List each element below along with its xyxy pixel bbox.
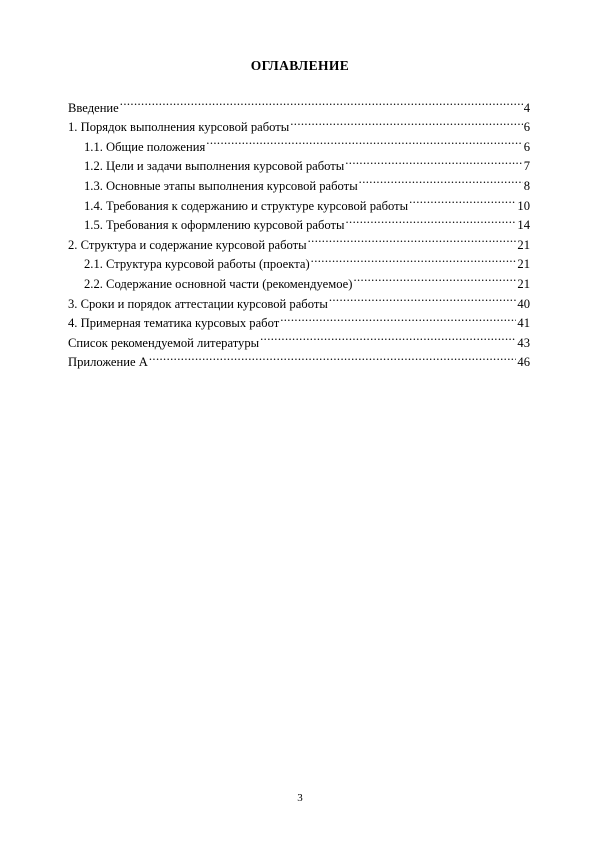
toc-entry-text: 4. Примерная тематика курсовых работ <box>68 316 280 331</box>
toc-entry-text: 1.1. Общие положения <box>84 139 206 154</box>
toc-entry-page: 14 <box>517 218 530 233</box>
dot-leader <box>409 190 516 210</box>
toc-entry-text: 1.4. Требования к содержанию и структуре курсовой работы <box>84 198 409 213</box>
toc-entry-page: 21 <box>517 237 530 252</box>
toc-entry-references[interactable] <box>68 327 530 350</box>
toc-entry-page: 8 <box>523 178 530 193</box>
toc-entry-text: 2. Структура и содержание курсовой работы <box>68 237 307 252</box>
dot-leader <box>353 268 516 288</box>
toc-entry-section-1-1[interactable] <box>84 131 530 154</box>
toc-entry-section-1-2[interactable] <box>84 151 530 174</box>
toc-entry-text: 2.2. Содержание основной части (рекомендуемое) <box>84 276 353 291</box>
dot-leader <box>345 151 522 171</box>
dot-leader <box>206 131 522 151</box>
toc-entry-section-1-4[interactable] <box>84 190 530 213</box>
toc-entry-page: 7 <box>523 159 530 174</box>
toc-entry-page: 10 <box>517 198 530 213</box>
dot-leader <box>120 92 523 112</box>
dot-leader <box>149 347 517 367</box>
toc-entry-section-2[interactable] <box>68 229 530 252</box>
toc-entry-text: Приложение А <box>68 355 148 370</box>
toc-entry-page: 41 <box>517 316 530 331</box>
toc-entry-section-3[interactable] <box>68 288 530 311</box>
toc-entry-section-1-3[interactable] <box>84 170 530 193</box>
dot-leader <box>346 210 517 230</box>
page-number: 3 <box>297 792 303 804</box>
toc-entry-page: 21 <box>517 276 530 291</box>
toc-entry-section-2-2[interactable] <box>84 268 530 291</box>
toc-entry-section-1-5[interactable] <box>84 210 530 233</box>
toc-entry-section-1[interactable] <box>68 112 530 135</box>
toc-entry-page: 43 <box>517 335 530 350</box>
dot-leader <box>260 327 516 347</box>
toc-entry-text: 1.3. Основные этапы выполнения курсовой работы <box>84 178 358 193</box>
dot-leader <box>311 249 517 269</box>
toc-entry-section-4[interactable] <box>68 308 530 331</box>
toc-entry-page: 40 <box>517 296 530 311</box>
toc-entry-section-2-1[interactable] <box>84 249 530 272</box>
toc-entry-text: 1.2. Цели и задачи выполнения курсовой работы <box>84 159 345 174</box>
toc-entry-text: 1. Порядок выполнения курсовой работы <box>68 120 290 135</box>
dot-leader <box>359 170 523 190</box>
toc-entry-page: 21 <box>517 257 530 272</box>
toc-entry-appendix-a[interactable] <box>68 347 530 370</box>
dot-leader <box>280 308 516 328</box>
toc-entry-page: 6 <box>523 120 530 135</box>
toc-entry-text: 2.1. Структура курсовой работы (проекта) <box>84 257 310 272</box>
dot-leader <box>290 112 522 132</box>
toc-entry-page: 6 <box>523 139 530 154</box>
toc-title: ОГЛАВЛЕНИЕ <box>250 58 350 73</box>
toc-entry-page: 4 <box>523 100 530 115</box>
toc-entry-text: Введение <box>68 100 119 115</box>
toc-entry-page: 46 <box>517 355 530 370</box>
dot-leader <box>329 288 517 308</box>
toc-entry-text: 1.5. Требования к оформлению курсовой работы <box>84 218 345 233</box>
toc-entry-text: 3. Сроки и порядок аттестации курсовой работы <box>68 296 328 311</box>
table-of-contents <box>68 92 530 370</box>
toc-entry-text: Список рекомендуемой литературы <box>68 335 260 350</box>
dot-leader <box>308 229 517 249</box>
toc-entry-introduction[interactable] <box>68 92 530 115</box>
